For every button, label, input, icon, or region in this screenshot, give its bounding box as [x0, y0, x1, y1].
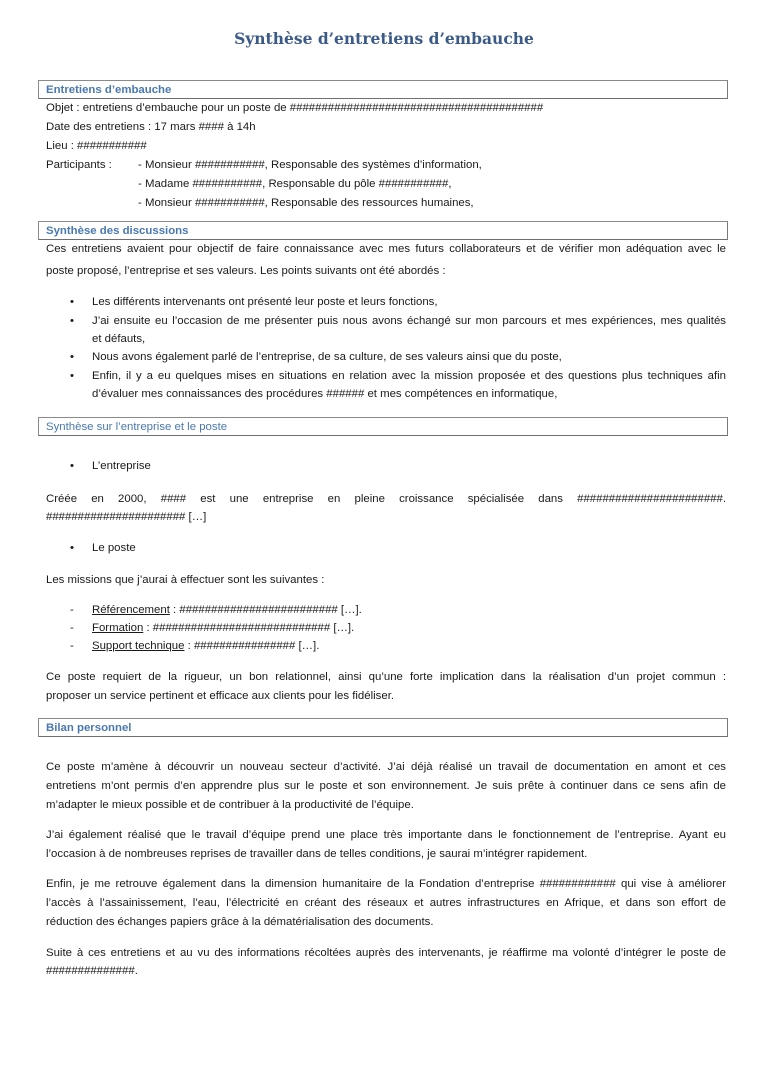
mission-label: Support technique [92, 640, 185, 652]
dash-icon: - [70, 640, 74, 652]
poste-requirements-line: Ce poste requiert de la rigueur, un bon relationnel, ainsi qu’une forte implication dans la réalisation d’un projet commun : [46, 671, 726, 683]
bilan-paragraph-line: J’ai également réalisé que le travail d’équipe prend une place très importante dans le fonctionnement de l’entreprise. Ayant eu [46, 829, 726, 841]
bullet-icon: • [70, 296, 74, 308]
mission-item [92, 619, 354, 638]
section-header-entretiens: Entretiens d’embauche [38, 80, 728, 99]
participant-item: - Monsieur ###########, Responsable des systèmes d’information, [138, 159, 482, 171]
bilan-paragraph-line: ##############. [46, 965, 138, 977]
objet-line: Objet : entretiens d’embauche pour un poste de ######################################## [46, 102, 544, 114]
mission-detail: : ############################ […]. [143, 622, 355, 634]
bullet-icon: • [70, 460, 74, 472]
poste-requirements-line: proposer un service pertinent et efficace aux clients pour les fidéliser. [46, 690, 395, 702]
bilan-paragraph-line: entretiens m’ont permis d’en apprendre plus sur le poste et son environnement. Je suis prête à continuer dans ce sens afin de [46, 780, 726, 792]
participant-item: - Monsieur ###########, Responsable des ressources humaines, [138, 197, 474, 209]
participant-item: - Madame ###########, Responsable du pôle ###########, [138, 178, 452, 190]
discussions-intro-line: Ces entretiens avaient pour objectif de faire connaissance avec mes futurs collaborateurs et de vérifier mon adéquation avec le [46, 243, 726, 255]
discussion-bullet-item: J’ai ensuite eu l’occasion de me présenter puis nous avons échangé sur mon parcours et mes expériences, mes qualités [92, 315, 726, 327]
lieu-line: Lieu : ########### [46, 140, 147, 152]
discussions-intro-line: poste proposé, l’entreprise et ses valeurs. Les points suivants ont été abordés : [46, 265, 446, 277]
discussion-bullet-item: Nous avons également parlé de l’entreprise, de sa culture, de ses valeurs ainsi que du poste, [92, 351, 562, 363]
bilan-paragraph-line: réduction des échanges papiers grâce à la dématérialisation des documents. [46, 916, 434, 928]
mission-detail: : ################ […]. [184, 640, 320, 652]
bullet-poste: Le poste [92, 542, 136, 554]
bullet-icon: • [70, 315, 74, 327]
mission-detail: : ######################### […]. [169, 604, 362, 616]
document-title: Synthèse d’entretiens d’embauche [234, 29, 534, 48]
bilan-paragraph-line: Enfin, je me retrouve également dans la dimension humanitaire de la Fondation d’entreprise ############ qui vise à améliorer [46, 878, 726, 890]
mission-item [92, 601, 362, 620]
section-header-bilan: Bilan personnel [38, 718, 728, 737]
bilan-paragraph-line: Ce poste m’amène à découvrir un nouveau secteur d’activité. J’ai déjà réalisé un travail de documentation en amont et ces [46, 761, 726, 773]
bilan-paragraph-line: l’occasion à de nombreuses reprises de travailler dans de telles conditions, je saurai m’intégrer rapidement. [46, 848, 588, 860]
section-header-entreprise: Synthèse sur l’entreprise et le poste [38, 417, 728, 436]
bilan-paragraph-line: Suite à ces entretiens et au vu des informations récoltées auprès des intervenants, je réaffirme ma volonté d’intégrer le poste de [46, 947, 726, 959]
bilan-paragraph-line: l’accès à l’assainissement, l’eau, l’électricité en créant des réseaux et autres infrastructures en Afrique, et dans son effort de [46, 897, 726, 909]
date-line: Date des entretiens : 17 mars #### à 14h [46, 121, 256, 133]
entreprise-description-line: ###################### […] [46, 511, 207, 523]
mission-item [92, 637, 319, 656]
discussion-bullet-item-cont: d’évaluer mes connaissances des procédures ###### et mes compétences en informatique, [92, 388, 558, 400]
bullet-entreprise: L’entreprise [92, 460, 151, 472]
mission-label: Référencement [92, 604, 170, 616]
dash-icon: - [70, 604, 74, 616]
missions-intro: Les missions que j’aurai à effectuer sont les suivantes : [46, 574, 325, 586]
participants-label: Participants : [46, 159, 112, 171]
bullet-icon: • [70, 351, 74, 363]
section-header-discussions: Synthèse des discussions [38, 221, 728, 240]
discussion-bullet-item: Les différents intervenants ont présenté leur poste et leurs fonctions, [92, 296, 438, 308]
discussion-bullet-item: Enfin, il y a eu quelques mises en situations en relation avec la mission proposée et des questions plus techniques afin [92, 370, 726, 382]
entreprise-description-line: Créée en 2000, #### est une entreprise en pleine croissance spécialisée dans #######################. [46, 493, 726, 505]
mission-label: Formation [92, 622, 144, 634]
dash-icon: - [70, 622, 74, 634]
bullet-icon: • [70, 370, 74, 382]
bilan-paragraph-line: m’adapter le mieux possible et de contribuer à la productivité de l’équipe. [46, 799, 414, 811]
discussion-bullet-item-cont: et défauts, [92, 333, 146, 345]
bullet-icon: • [70, 542, 74, 554]
